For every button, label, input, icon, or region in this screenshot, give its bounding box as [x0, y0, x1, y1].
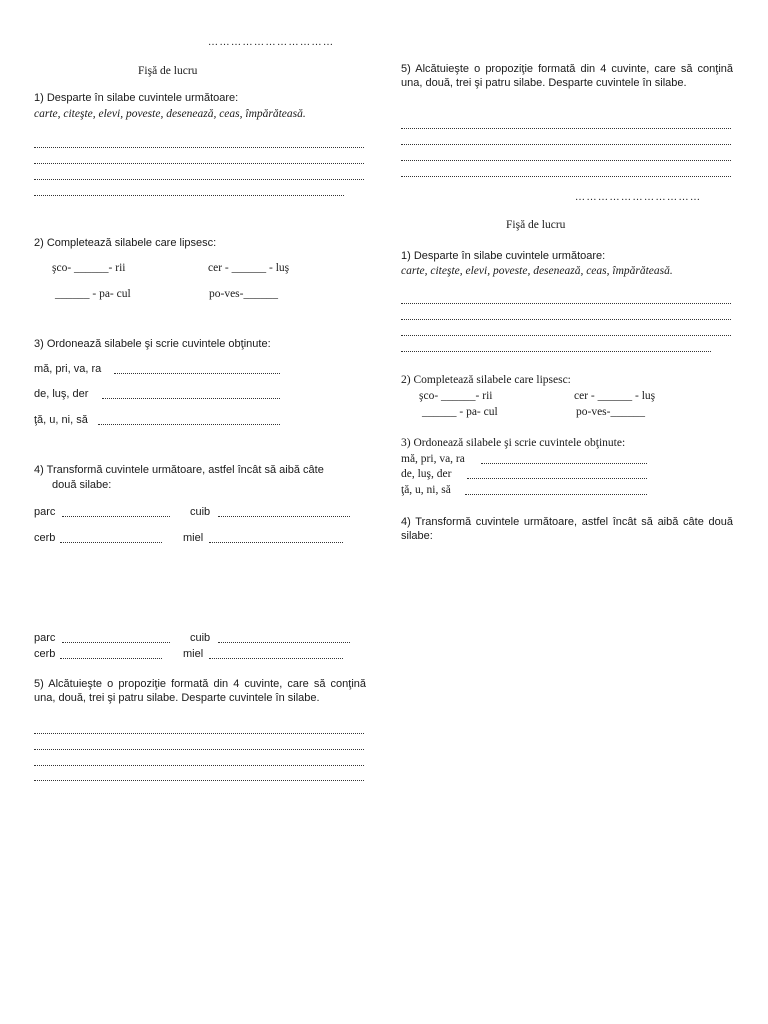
exercise-1-label: 1) Desparte în silabe cuvintele următoare: — [401, 250, 606, 262]
syllable-gap: cer - ______ - luş — [208, 262, 290, 274]
answer-line[interactable] — [467, 478, 647, 479]
exercise-1-label: 1) Desparte în silabe cuvintele următoare: — [34, 92, 239, 104]
syllable-set: ţă, u, ni, să — [34, 414, 88, 426]
header-dots: …………………………… — [575, 192, 702, 203]
exercise-5-text: 5) Alcătuieşte o propoziţie formată din 4 cuvinte, care să conţină una, două, trei şi patru silabe. Desparte cuvintele în silabe. — [401, 63, 733, 89]
word-label: miel — [183, 648, 204, 660]
answer-line[interactable] — [34, 195, 344, 196]
word-label: cuib — [190, 506, 211, 518]
syllable-set: de, luş, der — [34, 388, 89, 400]
answer-line[interactable] — [34, 765, 364, 766]
word-label: parc — [34, 632, 56, 644]
answer-line[interactable] — [98, 424, 280, 425]
syllable-gap: po-ves-______ — [209, 288, 278, 300]
exercise-2-label: 2) Completează silabele care lipsesc: — [34, 237, 217, 249]
syllable-gap: cer - ______ - luş — [574, 390, 656, 402]
answer-line[interactable] — [218, 516, 350, 517]
syllable-set: de, luş, der — [401, 468, 452, 480]
answer-line[interactable] — [401, 128, 731, 129]
answer-line[interactable] — [401, 335, 731, 336]
exercise-4-label: 4) Transformă cuvintele următoare, astfel încât să aibă câte — [34, 464, 324, 476]
answer-line[interactable] — [62, 642, 170, 643]
answer-line[interactable] — [60, 658, 162, 659]
exercise-3-label: 3) Ordonează silabele şi scrie cuvintele obţinute: — [401, 437, 626, 449]
syllable-gap: şco- ______- rii — [52, 262, 126, 274]
answer-line[interactable] — [401, 319, 731, 320]
answer-line[interactable] — [209, 542, 343, 543]
answer-line[interactable] — [62, 516, 170, 517]
answer-line[interactable] — [401, 160, 731, 161]
answer-line[interactable] — [34, 147, 364, 148]
answer-line[interactable] — [102, 398, 280, 399]
word-label: cerb — [34, 648, 56, 660]
syllable-gap: ______ - pa- cul — [422, 406, 498, 418]
syllable-gap: po-ves-______ — [576, 406, 645, 418]
syllable-set: mă, pri, va, ra — [401, 453, 465, 465]
syllable-set: mă, pri, va, ra — [34, 363, 102, 375]
answer-line[interactable] — [401, 351, 711, 352]
word-label: parc — [34, 506, 56, 518]
exercise-2-label: 2) Completează silabele care lipsesc: — [401, 374, 571, 386]
answer-line[interactable] — [465, 494, 647, 495]
answer-line[interactable] — [34, 780, 364, 781]
page-title: Fişă de lucru — [138, 65, 198, 77]
answer-line[interactable] — [401, 303, 731, 304]
syllable-gap: ______ - pa- cul — [55, 288, 131, 300]
exercise-5-text: 5) Alcătuieşte o propoziţie formată din 4 cuvinte, care să conţină una, două, trei şi patru silabe. Desparte cuvintele în silabe. — [34, 678, 366, 704]
answer-line[interactable] — [218, 642, 350, 643]
header-dots: …………………………… — [208, 37, 335, 48]
word-label: cerb — [34, 532, 56, 544]
answer-line[interactable] — [60, 542, 162, 543]
exercise-3-label: 3) Ordonează silabele şi scrie cuvintele obţinute: — [34, 338, 271, 350]
syllable-gap: şco- ______- rii — [419, 390, 493, 402]
answer-line[interactable] — [401, 176, 731, 177]
exercise-4-text: 4) Transformă cuvintele următoare, astfel încât să aibă câte două silabe: — [401, 516, 733, 542]
answer-line[interactable] — [34, 179, 364, 180]
syllable-set: ţă, u, ni, să — [401, 484, 451, 496]
answer-line[interactable] — [34, 733, 364, 734]
exercise-4-label: două silabe: — [52, 479, 112, 491]
page-title: Fişă de lucru — [506, 219, 566, 231]
exercise-1-words: carte, citeşte, elevi, poveste, desenează, ceas, împărăteasă. — [401, 265, 673, 277]
answer-line[interactable] — [401, 144, 731, 145]
word-label: cuib — [190, 632, 211, 644]
word-label: miel — [183, 532, 204, 544]
answer-line[interactable] — [209, 658, 343, 659]
answer-line[interactable] — [34, 749, 364, 750]
answer-line[interactable] — [114, 373, 280, 374]
exercise-1-words: carte, citeşte, elevi, poveste, desenează, ceas, împărăteasă. — [34, 108, 306, 120]
answer-line[interactable] — [481, 463, 647, 464]
answer-line[interactable] — [34, 163, 364, 164]
